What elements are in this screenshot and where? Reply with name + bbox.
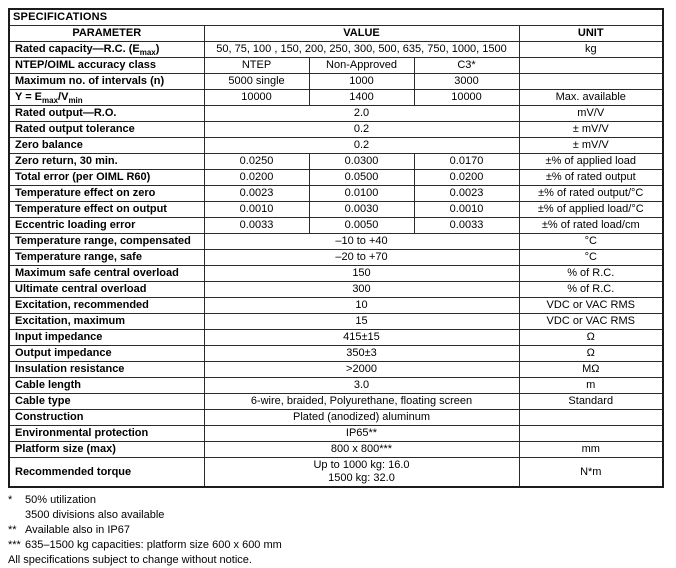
value-cell: Non-Approved	[309, 58, 414, 74]
page-title: SPECIFICATIONS	[9, 9, 663, 26]
unit-cell: VDC or VAC RMS	[519, 298, 663, 314]
table-row	[9, 154, 663, 170]
footnote-text: 3500 divisions also available	[25, 509, 165, 521]
table-row	[9, 42, 663, 58]
unit-cell: VDC or VAC RMS	[519, 314, 663, 330]
value-cell: 0.0200	[204, 170, 309, 186]
param-cell: Insulation resistance	[9, 362, 204, 378]
footnote-line	[8, 523, 662, 538]
param-cell: Temperature effect on zero	[9, 186, 204, 202]
footnote-marker: **	[8, 524, 17, 536]
unit-cell: ±% of rated output	[519, 170, 663, 186]
param-cell: NTEP/OIML accuracy class	[9, 58, 204, 74]
table-row	[9, 202, 663, 218]
unit-cell: ±% of applied load	[519, 154, 663, 170]
value-cell: 300	[204, 282, 519, 298]
unit-cell: N*m	[519, 458, 663, 488]
param-cell: Platform size (max)	[9, 442, 204, 458]
value-cell: 0.2	[204, 138, 519, 154]
value-cell: NTEP	[204, 58, 309, 74]
value-cell: 10000	[414, 90, 519, 106]
column-header-value: VALUE	[204, 26, 519, 42]
table-row	[9, 346, 663, 362]
table-row	[9, 314, 663, 330]
value-cell: 800 x 800***	[204, 442, 519, 458]
value-cell: 0.0100	[309, 186, 414, 202]
value-cell: >2000	[204, 362, 519, 378]
footnote-marker: ***	[8, 539, 21, 551]
unit-cell	[519, 426, 663, 442]
table-row	[9, 378, 663, 394]
value-cell: IP65**	[204, 426, 519, 442]
value-cell: 0.0500	[309, 170, 414, 186]
table-row	[9, 218, 663, 234]
value-cell: 0.0033	[204, 218, 309, 234]
value-cell: 150	[204, 266, 519, 282]
param-cell: Excitation, maximum	[9, 314, 204, 330]
unit-cell: ± mV/V	[519, 122, 663, 138]
unit-cell: °C	[519, 234, 663, 250]
param-cell: Zero balance	[9, 138, 204, 154]
param-cell: Output impedance	[9, 346, 204, 362]
table-row	[9, 426, 663, 442]
param-cell: Rated output tolerance	[9, 122, 204, 138]
value-cell: 10000	[204, 90, 309, 106]
value-cell: 0.0250	[204, 154, 309, 170]
footnote-line	[8, 493, 662, 508]
table-row	[9, 298, 663, 314]
value-cell: –10 to +40	[204, 234, 519, 250]
param-cell: Excitation, recommended	[9, 298, 204, 314]
footnote-line	[8, 508, 662, 523]
table-row	[9, 442, 663, 458]
value-cell: 0.0010	[414, 202, 519, 218]
value-cell: 0.0023	[414, 186, 519, 202]
specifications-table	[8, 8, 664, 488]
param-cell: Cable type	[9, 394, 204, 410]
param-cell: Environmental protection	[9, 426, 204, 442]
value-cell: 3000	[414, 74, 519, 90]
value-cell: 5000 single	[204, 74, 309, 90]
unit-cell: kg	[519, 42, 663, 58]
unit-cell: ±% of applied load/°C	[519, 202, 663, 218]
unit-cell: Ω	[519, 346, 663, 362]
unit-cell	[519, 410, 663, 426]
param-cell: Temperature range, safe	[9, 250, 204, 266]
unit-cell: Max. available	[519, 90, 663, 106]
value-cell: 415±15	[204, 330, 519, 346]
footnotes	[8, 493, 662, 568]
table-row	[9, 410, 663, 426]
table-body	[9, 42, 663, 488]
param-cell: Temperature effect on output	[9, 202, 204, 218]
footnote-marker	[8, 508, 25, 523]
param-cell: Construction	[9, 410, 204, 426]
unit-cell: % of R.C.	[519, 282, 663, 298]
unit-cell	[519, 74, 663, 90]
param-cell: Rated output—R.O.	[9, 106, 204, 122]
value-cell: 0.0300	[309, 154, 414, 170]
value-cell: 3.0	[204, 378, 519, 394]
param-cell: Ultimate central overload	[9, 282, 204, 298]
value-cell: 6-wire, braided, Polyurethane, floating screen	[204, 394, 519, 410]
footnote-text: 635–1500 kg capacities: platform size 600 x 600 mm	[25, 539, 282, 551]
value-cell: 0.0030	[309, 202, 414, 218]
unit-cell: mV/V	[519, 106, 663, 122]
param-cell: Rated capacity—R.C. $(E_{max})$	[9, 42, 204, 58]
table-row	[9, 266, 663, 282]
value-cell: 1400	[309, 90, 414, 106]
unit-cell: ± mV/V	[519, 138, 663, 154]
table-title-row	[9, 9, 663, 26]
value-cell: 2.0	[204, 106, 519, 122]
table-row	[9, 90, 663, 106]
table-row	[9, 170, 663, 186]
unit-cell: ±% of rated output/°C	[519, 186, 663, 202]
value-cell: 350±3	[204, 346, 519, 362]
unit-cell: MΩ	[519, 362, 663, 378]
table-row	[9, 234, 663, 250]
table-row	[9, 58, 663, 74]
param-cell: Zero return, 30 min.	[9, 154, 204, 170]
value-cell: 0.0050	[309, 218, 414, 234]
param-cell: Eccentric loading error	[9, 218, 204, 234]
table-row	[9, 106, 663, 122]
param-cell: $Y = E_{max}/V_{min}$	[9, 90, 204, 106]
value-cell: Up to 1000 kg: 16.0 1500 kg: 32.0	[204, 458, 519, 488]
table-row	[9, 330, 663, 346]
param-cell: Input impedance	[9, 330, 204, 346]
value-cell: 1000	[309, 74, 414, 90]
unit-cell: Standard	[519, 394, 663, 410]
table-row	[9, 250, 663, 266]
value-cell: 0.0200	[414, 170, 519, 186]
footnote-marker: *	[8, 494, 13, 506]
footnote-text: 50% utilization	[25, 494, 96, 506]
table-row	[9, 74, 663, 90]
param-cell: Recommended torque	[9, 458, 204, 488]
footnote-text: Available also in IP67	[25, 524, 130, 536]
footnote-line	[8, 538, 662, 553]
value-cell: 0.2	[204, 122, 519, 138]
value-cell: Plated (anodized) aluminum	[204, 410, 519, 426]
table-row	[9, 458, 663, 488]
value-cell: 0.0023	[204, 186, 309, 202]
value-cell: 0.0170	[414, 154, 519, 170]
unit-cell: Ω	[519, 330, 663, 346]
footnote-text: All specifications subject to change without notice.	[8, 554, 252, 566]
unit-cell	[519, 58, 663, 74]
table-header-row	[9, 26, 663, 42]
table-row	[9, 138, 663, 154]
unit-cell: % of R.C.	[519, 266, 663, 282]
unit-cell: m	[519, 378, 663, 394]
table-row	[9, 186, 663, 202]
param-cell: Temperature range, compensated	[9, 234, 204, 250]
value-cell: C3*	[414, 58, 519, 74]
param-cell: Cable length	[9, 378, 204, 394]
table-row	[9, 394, 663, 410]
value-cell: 0.0033	[414, 218, 519, 234]
value-cell: –20 to +70	[204, 250, 519, 266]
value-cell: 0.0010	[204, 202, 309, 218]
column-header-unit: UNIT	[519, 26, 663, 42]
table-row	[9, 122, 663, 138]
param-cell: Maximum safe central overload	[9, 266, 204, 282]
value-cell: 10	[204, 298, 519, 314]
value-cell: 50, 75, 100 , 150, 200, 250, 300, 500, 635, 750, 1000, 1500	[204, 42, 519, 58]
value-cell: 15	[204, 314, 519, 330]
table-row	[9, 362, 663, 378]
param-cell: Total error (per OIML R60)	[9, 170, 204, 186]
unit-cell: °C	[519, 250, 663, 266]
unit-cell: mm	[519, 442, 663, 458]
unit-cell: ±% of rated load/cm	[519, 218, 663, 234]
column-header-parameter: PARAMETER	[9, 26, 204, 42]
param-cell: Maximum no. of intervals (n)	[9, 74, 204, 90]
table-row	[9, 282, 663, 298]
